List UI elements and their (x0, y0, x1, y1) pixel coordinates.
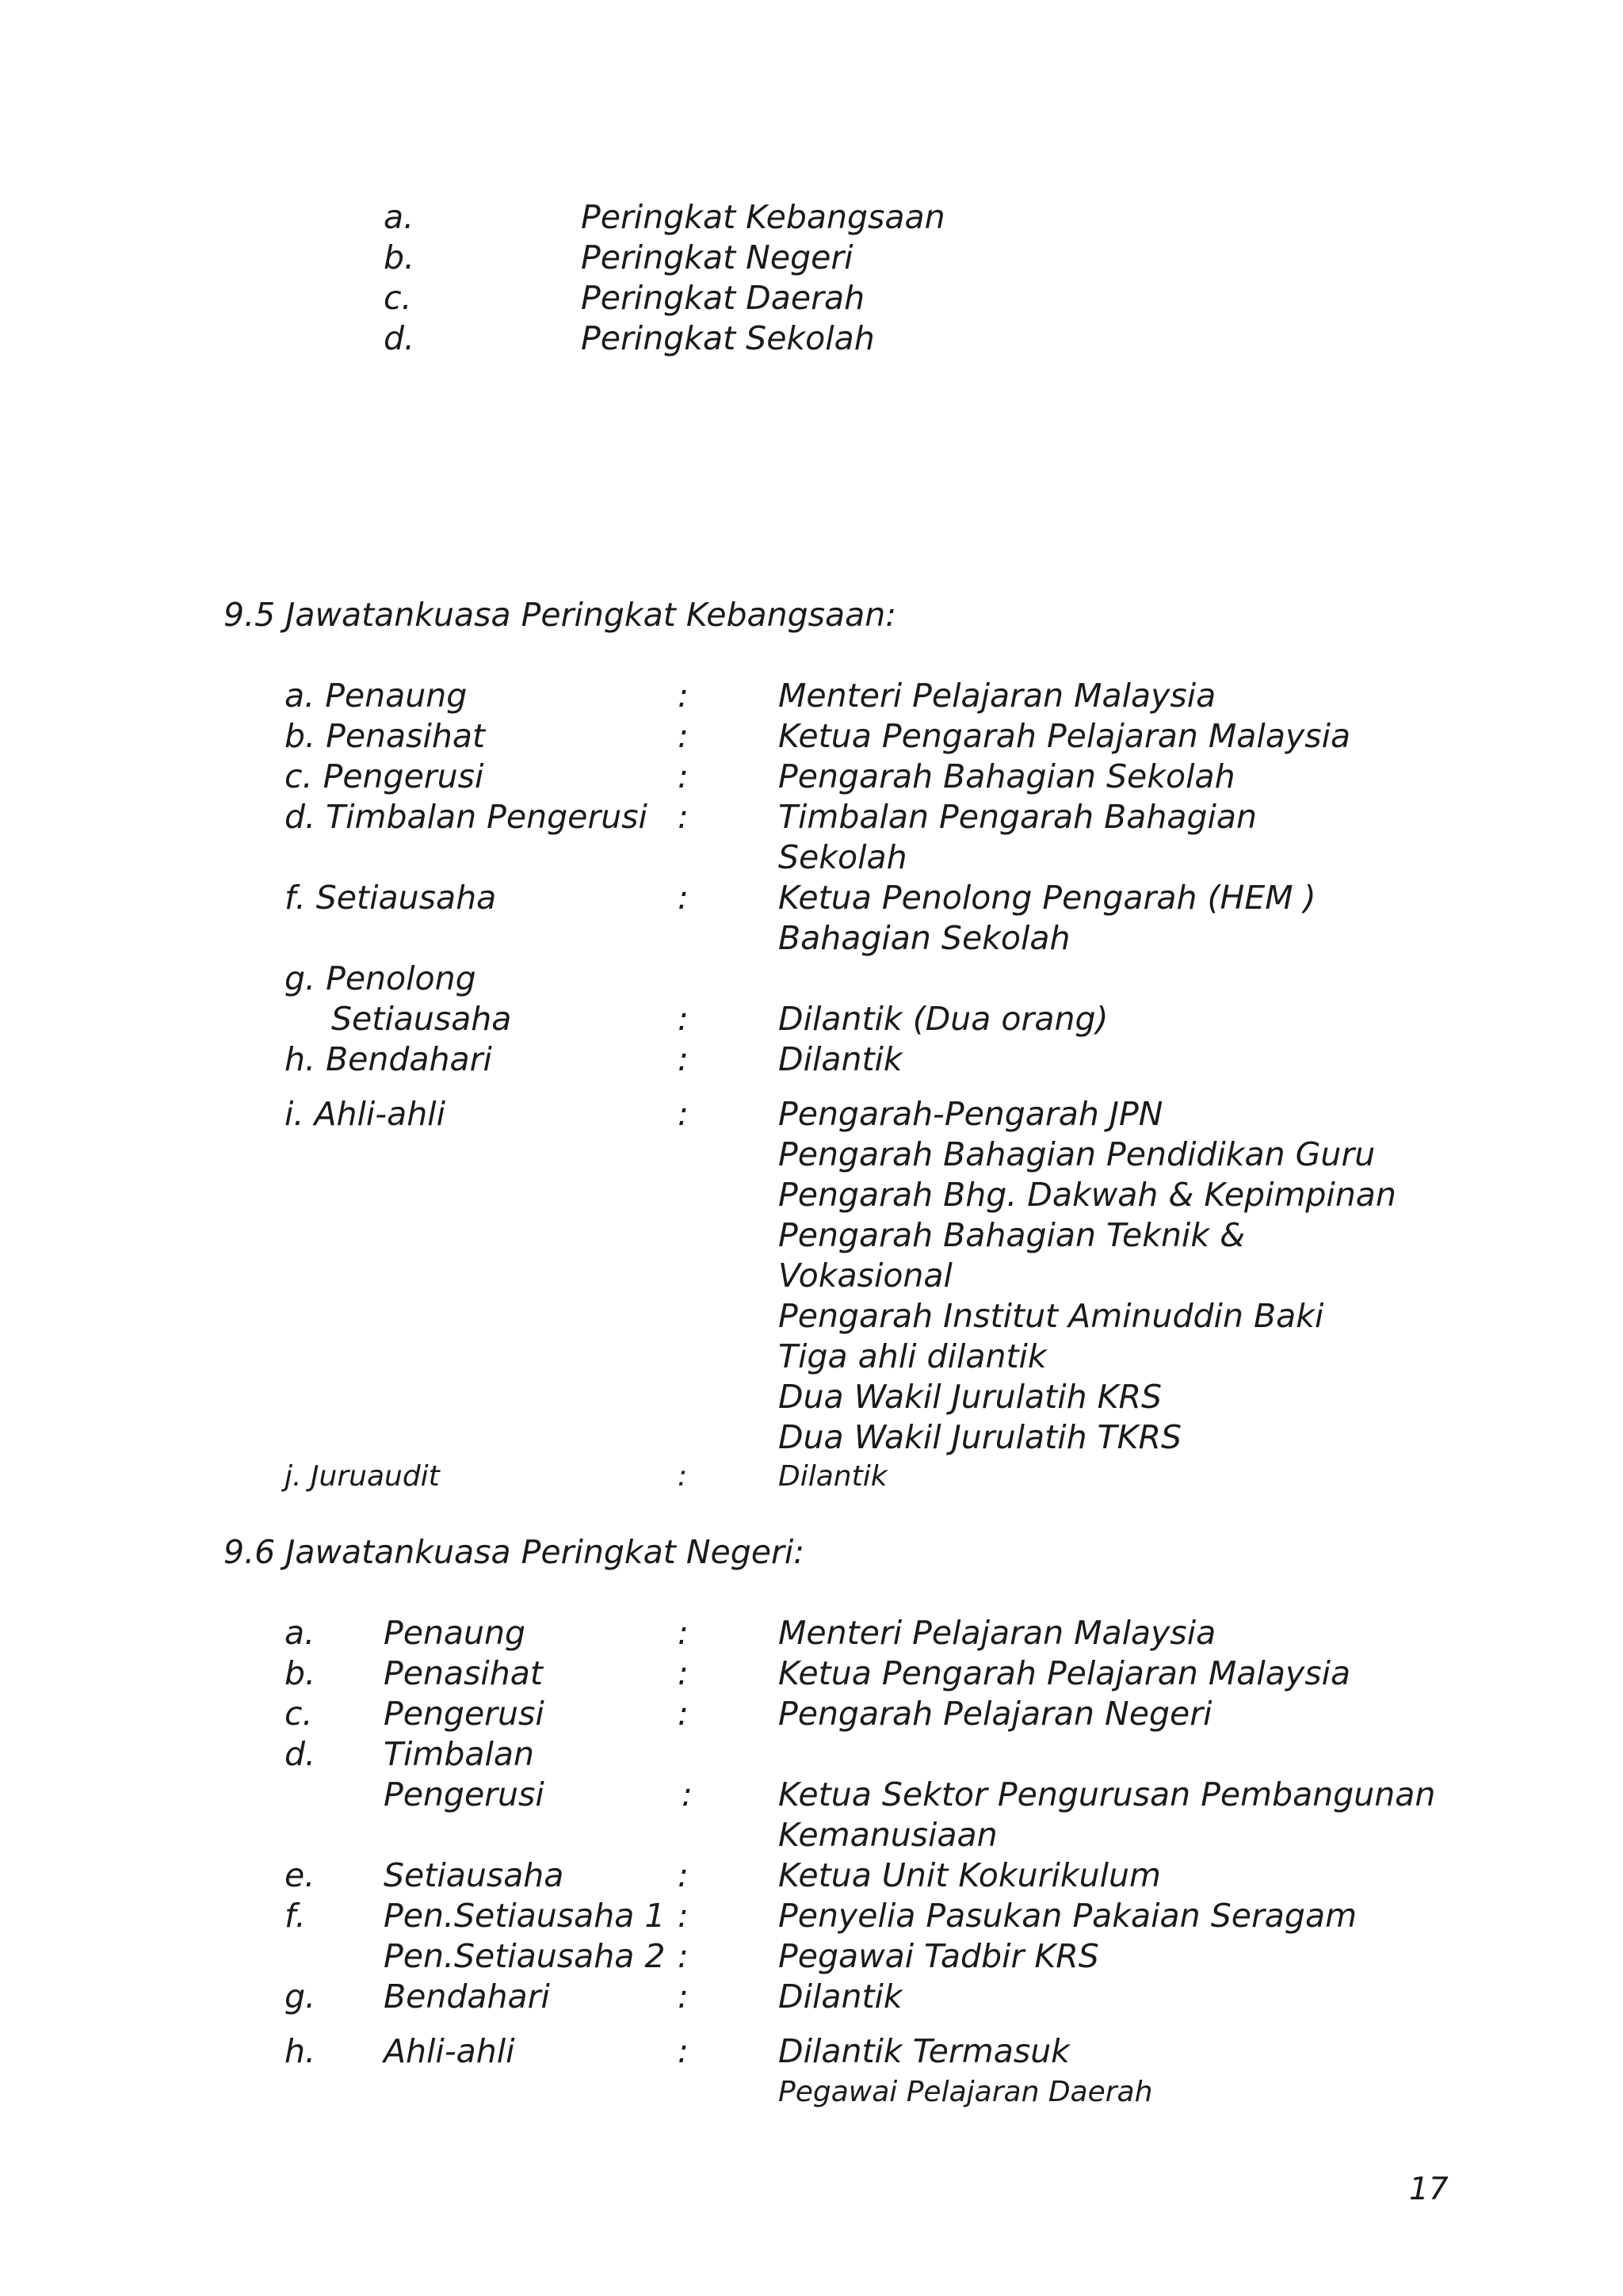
list-marker: a. (384, 198, 414, 236)
row-marker: d. (285, 1735, 316, 1773)
row-value: Dilantik (778, 1040, 903, 1078)
row-label: f. Setiausaha (285, 879, 497, 917)
row-colon: : (678, 798, 689, 836)
list-item: Peringkat Daerah (581, 279, 865, 317)
row-colon: : (678, 717, 689, 755)
row-value: Dilantik (Dua orang) (778, 1000, 1109, 1038)
row-value: Ketua Sektor Pengurusan Pembangunan (778, 1775, 1436, 1814)
row-label: Bendahari (384, 1978, 550, 2016)
row-colon: : (678, 1460, 688, 1493)
row-label: Pengerusi (384, 1775, 544, 1814)
list-item: Peringkat Negeri (581, 238, 854, 277)
row-value: Pengarah Institut Aminuddin Baki (778, 1297, 1324, 1335)
row-colon: : (678, 1856, 689, 1894)
row-value: Penyelia Pasukan Pakaian Seragam (778, 1897, 1358, 1935)
row-value: Vokasional (778, 1257, 953, 1295)
row-colon: : (678, 1614, 689, 1652)
row-label: Setiausaha (331, 1000, 512, 1038)
row-marker: h. (285, 2032, 316, 2070)
row-value: Tiga ahli dilantik (778, 1337, 1047, 1375)
list-marker: d. (384, 319, 415, 357)
row-colon: : (682, 1775, 693, 1814)
row-value: Pengarah Pelajaran Negeri (778, 1695, 1212, 1733)
row-value: Timbalan Pengarah Bahagian (778, 798, 1258, 836)
row-value: Ketua Pengarah Pelajaran Malaysia (778, 717, 1351, 755)
row-value: Dilantik (778, 1978, 903, 2016)
row-value: Sekolah (778, 838, 907, 876)
row-label: Pengerusi (384, 1695, 544, 1733)
row-value: Ketua Penolong Pengarah (HEM ) (778, 879, 1316, 917)
row-label: b. Penasihat (285, 717, 486, 755)
row-colon: : (678, 1695, 689, 1733)
row-label: Setiausaha (384, 1856, 564, 1894)
row-value: Pengarah-Pengarah JPN (778, 1095, 1163, 1133)
list-item: Peringkat Kebangsaan (581, 198, 945, 236)
row-value: Dua Wakil Jurulatih KRS (778, 1378, 1163, 1416)
row-value: Dilantik (778, 1460, 888, 1493)
row-label: i. Ahli-ahli (285, 1095, 445, 1133)
row-label: h. Bendahari (285, 1040, 492, 1078)
row-value: Pengarah Bahagian Pendidikan Guru (778, 1135, 1376, 1173)
row-value: Menteri Pelajaran Malaysia (778, 1614, 1216, 1652)
row-label: Penaung (384, 1614, 526, 1652)
list-marker: b. (384, 238, 415, 277)
row-colon: : (678, 1937, 689, 1975)
row-value: Pegawai Tadbir KRS (778, 1937, 1099, 1975)
row-label: Ahli-ahli (384, 2032, 515, 2070)
row-marker: a. (285, 1614, 315, 1652)
row-label: g. Penolong (285, 959, 476, 997)
row-label: a. Penaung (285, 677, 468, 715)
row-colon: : (678, 1095, 689, 1133)
row-label: Timbalan (384, 1735, 535, 1773)
row-value: Ketua Pengarah Pelajaran Malaysia (778, 1654, 1351, 1692)
row-label: Pen.Setiausaha 1 (384, 1897, 666, 1935)
row-label: j. Juruaudit (285, 1460, 440, 1493)
row-colon: : (678, 2032, 689, 2070)
row-marker: c. (285, 1695, 313, 1733)
row-label: Penasihat (384, 1654, 543, 1692)
row-colon: : (678, 1978, 689, 2016)
row-marker: g. (285, 1978, 316, 2016)
row-label: c. Pengerusi (285, 757, 484, 795)
page-number: 17 (1409, 2172, 1449, 2207)
list-item: Peringkat Sekolah (581, 319, 875, 357)
section-heading: 9.5 Jawatankuasa Peringkat Kebangsaan: (223, 596, 897, 634)
row-colon: : (678, 757, 689, 795)
row-value: Ketua Unit Kokurikulum (778, 1856, 1161, 1894)
row-value: Bahagian Sekolah (778, 919, 1071, 957)
row-value: Pengarah Bhg. Dakwah & Kepimpinan (778, 1176, 1396, 1214)
row-colon: : (678, 1654, 689, 1692)
row-value: Menteri Pelajaran Malaysia (778, 677, 1216, 715)
row-colon: : (678, 677, 689, 715)
row-label: d. Timbalan Pengerusi (285, 798, 647, 836)
row-colon: : (678, 1000, 689, 1038)
row-marker: b. (285, 1654, 316, 1692)
row-value: Dilantik Termasuk (778, 2032, 1070, 2070)
section-heading: 9.6 Jawatankuasa Peringkat Negeri: (223, 1533, 805, 1571)
row-label: Pen.Setiausaha 2 (384, 1937, 666, 1975)
row-value: Dua Wakil Jurulatih TKRS (778, 1418, 1182, 1456)
row-marker: e. (285, 1856, 315, 1894)
row-colon: : (678, 879, 689, 917)
row-colon: : (678, 1040, 689, 1078)
row-marker: f. (285, 1897, 306, 1935)
row-value: Pengarah Bahagian Sekolah (778, 757, 1235, 795)
row-colon: : (678, 1897, 689, 1935)
row-value: Kemanusiaan (778, 1816, 998, 1854)
row-value: Pengarah Bahagian Teknik & (778, 1216, 1246, 1254)
row-value: Pegawai Pelajaran Daerah (778, 2076, 1153, 2108)
list-marker: c. (384, 279, 412, 317)
